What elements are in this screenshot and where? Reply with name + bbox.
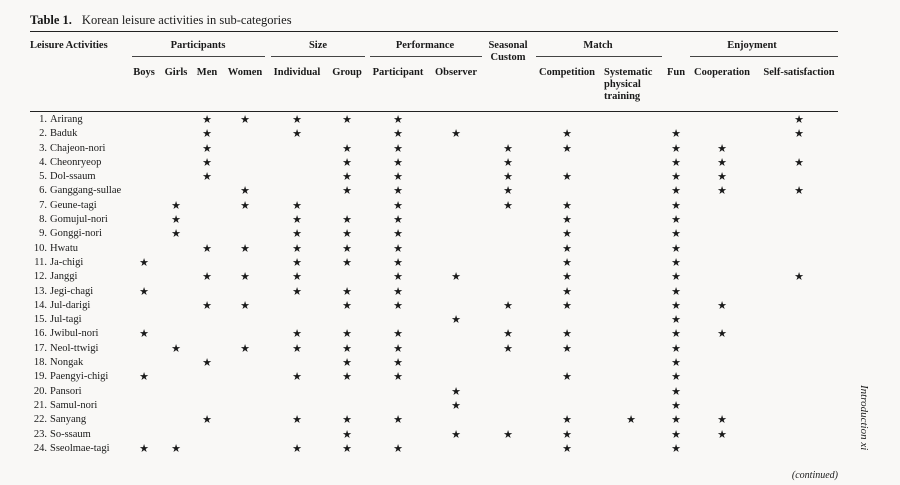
star-mark: ★	[717, 414, 727, 427]
activity-name: Nongak	[50, 357, 84, 369]
star-mark: ★	[671, 414, 681, 427]
star-mark: ★	[562, 271, 572, 284]
table-row	[0, 299, 900, 313]
continued-note: (continued)	[791, 470, 838, 481]
table-row	[0, 327, 900, 341]
star-mark: ★	[342, 442, 352, 455]
star-mark: ★	[292, 128, 302, 141]
star-mark: ★	[292, 228, 302, 241]
star-mark: ★	[503, 185, 513, 198]
star-mark: ★	[393, 214, 403, 227]
row-number: 10.	[33, 242, 47, 254]
star-mark: ★	[240, 271, 250, 284]
table-row	[0, 270, 900, 284]
row-number: 16.	[33, 328, 47, 340]
star-mark: ★	[292, 271, 302, 284]
star-mark: ★	[717, 156, 727, 169]
activity-name: So-ssaum	[50, 428, 91, 440]
star-mark: ★	[393, 256, 403, 269]
activity-name: Jwibul-nori	[50, 328, 99, 340]
star-mark: ★	[202, 299, 212, 312]
star-mark: ★	[393, 299, 403, 312]
activity-name: Baduk	[50, 128, 78, 140]
star-mark: ★	[671, 185, 681, 198]
star-mark: ★	[202, 357, 212, 370]
star-mark: ★	[292, 285, 302, 298]
star-mark: ★	[171, 214, 181, 227]
header-group-size: Size	[308, 40, 328, 51]
star-mark: ★	[292, 328, 302, 341]
star-mark: ★	[671, 242, 681, 255]
activity-name: Cheonryeop	[50, 156, 102, 168]
table-row	[0, 184, 900, 198]
star-mark: ★	[393, 228, 403, 241]
table-row	[0, 399, 900, 413]
star-mark: ★	[671, 299, 681, 312]
star-mark: ★	[794, 128, 804, 141]
star-mark: ★	[717, 299, 727, 312]
star-mark: ★	[794, 156, 804, 169]
header-group-participants: Participants	[170, 40, 226, 51]
star-mark: ★	[671, 128, 681, 141]
star-mark: ★	[562, 371, 572, 384]
activity-name: Ganggang-sullae	[50, 185, 122, 197]
activity-name: Neol-ttwigi	[50, 342, 99, 354]
table-row	[0, 127, 900, 141]
star-mark: ★	[202, 242, 212, 255]
star-mark: ★	[139, 328, 149, 341]
rule-enjoyment	[690, 56, 838, 57]
star-mark: ★	[562, 242, 572, 255]
star-mark: ★	[202, 156, 212, 169]
activity-name: Ja-chigi	[50, 256, 84, 268]
star-mark: ★	[240, 242, 250, 255]
star-mark: ★	[503, 156, 513, 169]
star-mark: ★	[342, 299, 352, 312]
star-mark: ★	[393, 285, 403, 298]
col-group: Group	[332, 67, 362, 78]
table-row	[0, 142, 900, 156]
activity-name: Gomujul-nori	[50, 214, 108, 226]
star-mark: ★	[342, 156, 352, 169]
activity-name: Samul-nori	[50, 399, 98, 411]
star-mark: ★	[342, 214, 352, 227]
row-number: 19.	[33, 371, 47, 383]
star-mark: ★	[671, 314, 681, 327]
col-fun: Fun	[666, 67, 686, 78]
star-mark: ★	[671, 328, 681, 341]
star-mark: ★	[342, 171, 352, 184]
star-mark: ★	[671, 142, 681, 155]
star-mark: ★	[562, 299, 572, 312]
star-mark: ★	[292, 256, 302, 269]
row-number: 3.	[39, 142, 47, 154]
row-number: 18.	[33, 357, 47, 369]
star-mark: ★	[794, 114, 804, 126]
star-mark: ★	[562, 214, 572, 227]
star-mark: ★	[451, 428, 461, 441]
star-mark: ★	[292, 199, 302, 212]
star-mark: ★	[393, 414, 403, 427]
star-mark: ★	[240, 299, 250, 312]
row-number: 24.	[33, 442, 47, 454]
star-mark: ★	[451, 128, 461, 141]
row-number: 8.	[39, 214, 47, 226]
star-mark: ★	[342, 328, 352, 341]
star-mark: ★	[342, 371, 352, 384]
star-mark: ★	[342, 428, 352, 441]
activity-name: Janggi	[50, 271, 78, 283]
star-mark: ★	[393, 185, 403, 198]
star-mark: ★	[562, 328, 572, 341]
col-competition: Competition	[539, 67, 595, 78]
star-mark: ★	[292, 214, 302, 227]
star-mark: ★	[202, 271, 212, 284]
star-mark: ★	[671, 271, 681, 284]
activity-name: Paengyi-chigi	[50, 371, 109, 383]
star-mark: ★	[202, 114, 212, 126]
row-number: 1.	[39, 114, 47, 125]
star-mark: ★	[671, 342, 681, 355]
star-mark: ★	[393, 114, 403, 126]
star-mark: ★	[393, 156, 403, 169]
row-number: 22.	[33, 414, 47, 426]
table-row	[0, 227, 900, 241]
star-mark: ★	[562, 171, 572, 184]
activity-name: Dol-ssaum	[50, 171, 96, 183]
star-mark: ★	[671, 385, 681, 398]
star-mark: ★	[671, 171, 681, 184]
header-bottom-rule	[30, 111, 838, 112]
star-mark: ★	[292, 371, 302, 384]
table-row	[0, 170, 900, 184]
activity-name: Hwatu	[50, 242, 78, 254]
star-mark: ★	[451, 271, 461, 284]
star-mark: ★	[342, 242, 352, 255]
star-mark: ★	[240, 342, 250, 355]
star-mark: ★	[503, 342, 513, 355]
table-row	[0, 385, 900, 399]
star-mark: ★	[671, 256, 681, 269]
star-mark: ★	[393, 242, 403, 255]
star-mark: ★	[240, 185, 250, 198]
activity-name: Jegi-chagi	[50, 285, 94, 297]
star-mark: ★	[393, 371, 403, 384]
col-men: Men	[196, 67, 218, 78]
star-mark: ★	[451, 399, 461, 412]
star-mark: ★	[562, 228, 572, 241]
rule-participants	[132, 56, 265, 57]
row-number: 23.	[33, 428, 47, 440]
header-group-match: Match	[583, 40, 613, 51]
row-number: 2.	[39, 128, 47, 140]
star-mark: ★	[503, 328, 513, 341]
table-row	[0, 342, 900, 356]
star-mark: ★	[562, 414, 572, 427]
col-participant: Participant	[372, 67, 424, 78]
star-mark: ★	[202, 171, 212, 184]
star-mark: ★	[562, 128, 572, 141]
star-mark: ★	[393, 171, 403, 184]
rule-size	[271, 56, 365, 57]
star-mark: ★	[794, 271, 804, 284]
star-mark: ★	[794, 185, 804, 198]
table-caption-label: Table 1.	[30, 13, 72, 27]
row-number: 15.	[33, 314, 47, 326]
rule-match	[536, 56, 662, 57]
star-mark: ★	[671, 371, 681, 384]
star-mark: ★	[240, 114, 250, 126]
running-head: Introduction xi	[858, 385, 870, 451]
table-row	[0, 113, 900, 127]
star-mark: ★	[292, 114, 302, 126]
star-mark: ★	[342, 228, 352, 241]
row-number: 5.	[39, 171, 47, 183]
star-mark: ★	[393, 357, 403, 370]
star-mark: ★	[342, 357, 352, 370]
col-cooperation: Cooperation	[694, 67, 750, 78]
table-row	[0, 413, 900, 427]
star-mark: ★	[717, 428, 727, 441]
col-women: Women	[227, 67, 263, 78]
row-number: 14.	[33, 299, 47, 311]
table-row	[0, 370, 900, 384]
table-caption-text: Korean leisure activities in sub-categories	[81, 13, 292, 27]
activity-name: Arirang	[50, 114, 83, 125]
star-mark: ★	[393, 128, 403, 141]
star-mark: ★	[671, 228, 681, 241]
star-mark: ★	[562, 428, 572, 441]
table-row	[0, 428, 900, 442]
header-group-seasonal-custom: Seasonal Custom	[488, 40, 528, 63]
table-row	[0, 199, 900, 213]
col-self-satisfaction: Self-satisfaction	[763, 67, 835, 78]
star-mark: ★	[503, 299, 513, 312]
star-mark: ★	[393, 442, 403, 455]
activity-name: Pansori	[50, 385, 82, 397]
star-mark: ★	[717, 328, 727, 341]
star-mark: ★	[393, 328, 403, 341]
star-mark: ★	[292, 242, 302, 255]
star-mark: ★	[671, 285, 681, 298]
star-mark: ★	[342, 285, 352, 298]
star-mark: ★	[562, 199, 572, 212]
star-mark: ★	[342, 142, 352, 155]
star-mark: ★	[393, 142, 403, 155]
row-number: 12.	[33, 271, 47, 283]
activity-name: Sseolmae-tagi	[50, 442, 110, 454]
star-mark: ★	[562, 342, 572, 355]
row-number: 7.	[39, 199, 47, 211]
star-mark: ★	[671, 428, 681, 441]
table-body	[0, 113, 900, 456]
row-number: 9.	[39, 228, 47, 240]
star-mark: ★	[171, 342, 181, 355]
col-individual: Individual	[273, 67, 321, 78]
table-row	[0, 356, 900, 370]
table-row	[0, 242, 900, 256]
star-mark: ★	[393, 271, 403, 284]
col-observer: Observer	[435, 67, 477, 78]
star-mark: ★	[292, 414, 302, 427]
row-number: 11.	[34, 256, 47, 268]
col-boys: Boys	[133, 67, 155, 78]
row-number: 6.	[39, 185, 47, 197]
activity-name: Sanyang	[50, 414, 87, 426]
star-mark: ★	[451, 314, 461, 327]
activity-name: Geune-tagi	[50, 199, 97, 211]
table-row	[0, 313, 900, 327]
row-number: 17.	[33, 342, 47, 354]
star-mark: ★	[202, 414, 212, 427]
activity-name: Chajeon-nori	[50, 142, 106, 154]
star-mark: ★	[671, 156, 681, 169]
activity-name: Jul-tagi	[50, 314, 82, 326]
star-mark: ★	[342, 185, 352, 198]
star-mark: ★	[292, 342, 302, 355]
star-mark: ★	[139, 371, 149, 384]
star-mark: ★	[671, 214, 681, 227]
row-number: 4.	[39, 156, 47, 168]
star-mark: ★	[342, 414, 352, 427]
star-mark: ★	[562, 142, 572, 155]
star-mark: ★	[202, 128, 212, 141]
star-mark: ★	[562, 256, 572, 269]
star-mark: ★	[503, 142, 513, 155]
table-caption	[30, 13, 292, 28]
star-mark: ★	[503, 199, 513, 212]
row-number: 13.	[33, 285, 47, 297]
star-mark: ★	[671, 442, 681, 455]
row-number: 21.	[33, 399, 47, 411]
rule-performance	[370, 56, 482, 57]
star-mark: ★	[393, 199, 403, 212]
star-mark: ★	[717, 171, 727, 184]
star-mark: ★	[139, 285, 149, 298]
star-mark: ★	[171, 442, 181, 455]
row-number: 20.	[33, 385, 47, 397]
star-mark: ★	[171, 228, 181, 241]
star-mark: ★	[240, 199, 250, 212]
top-rule	[30, 31, 838, 32]
star-mark: ★	[292, 442, 302, 455]
table-row	[0, 442, 900, 456]
star-mark: ★	[342, 114, 352, 126]
table-row	[0, 213, 900, 227]
star-mark: ★	[717, 185, 727, 198]
col-systematic-physical-training: Systematic physical training	[604, 67, 653, 102]
table-row	[0, 256, 900, 270]
activity-name: Gonggi-nori	[50, 228, 102, 240]
star-mark: ★	[393, 342, 403, 355]
star-mark: ★	[139, 442, 149, 455]
header-group-enjoyment: Enjoyment	[727, 40, 777, 51]
star-mark: ★	[171, 199, 181, 212]
star-mark: ★	[671, 399, 681, 412]
star-mark: ★	[342, 342, 352, 355]
star-mark: ★	[503, 171, 513, 184]
star-mark: ★	[562, 285, 572, 298]
col-girls: Girls	[164, 67, 188, 78]
table-row	[0, 156, 900, 170]
header-leisure-activities: Leisure Activities	[30, 40, 108, 51]
star-mark: ★	[717, 142, 727, 155]
star-mark: ★	[562, 442, 572, 455]
star-mark: ★	[503, 428, 513, 441]
header-group-performance: Performance	[395, 40, 455, 51]
star-mark: ★	[671, 199, 681, 212]
star-mark: ★	[626, 414, 636, 427]
table-row	[0, 285, 900, 299]
star-mark: ★	[202, 142, 212, 155]
star-mark: ★	[671, 357, 681, 370]
star-mark: ★	[342, 256, 352, 269]
star-mark: ★	[451, 385, 461, 398]
star-mark: ★	[139, 256, 149, 269]
activity-name: Jul-darigi	[50, 299, 91, 311]
